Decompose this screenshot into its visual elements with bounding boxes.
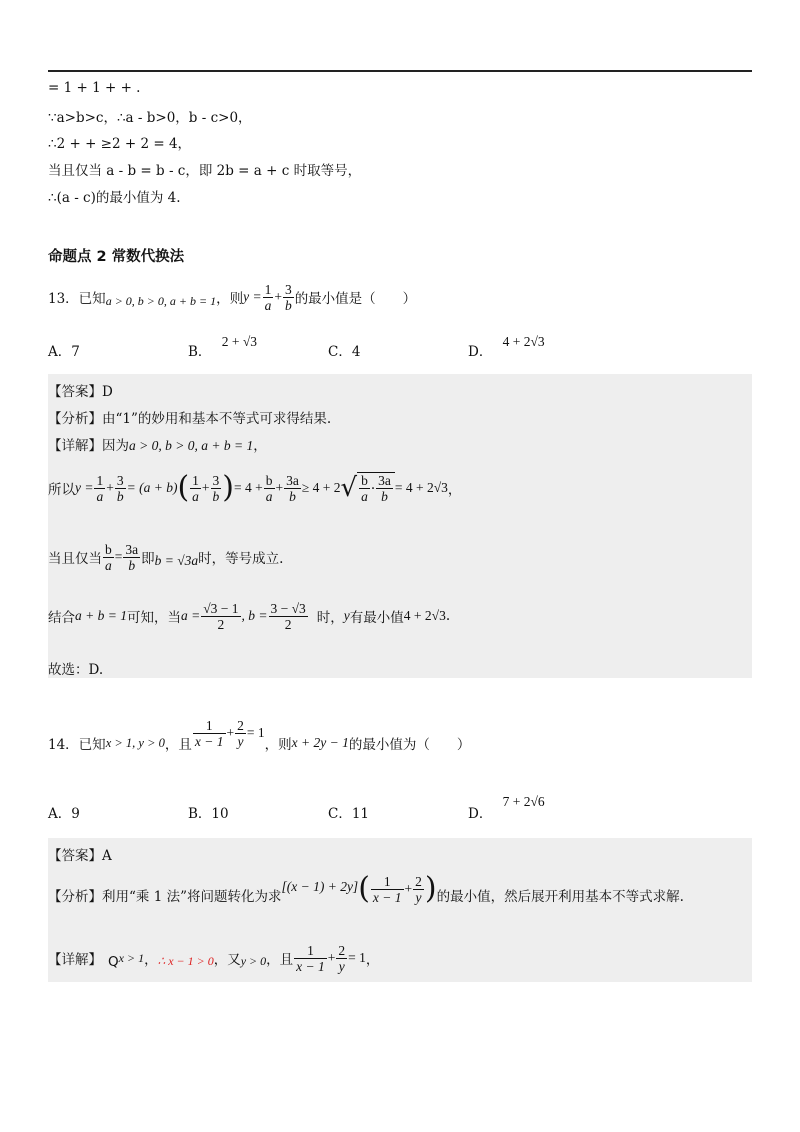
q14-frac-2-num: 2 (237, 717, 244, 733)
q13-eq-mid3: ≥ 4 + 2 (301, 480, 341, 495)
q13-eq-plus-c: + (275, 480, 284, 495)
q14-plus: + (226, 725, 235, 740)
q13-equality-frac-3ab-den: b (123, 557, 140, 573)
q14-analysis-frac-1 (371, 874, 404, 905)
q13-equality-eq: = (114, 549, 123, 564)
q13-combine-frac-b-den: 2 (269, 616, 308, 632)
q13-combine-line (48, 596, 450, 636)
q14-answer: 【答案】A (48, 848, 112, 864)
q14-analysis (48, 872, 684, 918)
q14-frac-2 (235, 718, 246, 749)
q13-then: ，则 (216, 291, 244, 307)
q14-answer-box (48, 838, 752, 982)
solution-line-2: ∵a>b>c，∴a - b>0，b - c>0， (48, 110, 252, 126)
solution-line-3: ∴2 + + ≥2 + 2 = 4， (48, 136, 192, 152)
q13-eq-frac-1a (94, 473, 105, 504)
q14-analysis-prefix: 【分析】利用“乘 1 法”将问题转化为求 (48, 889, 282, 905)
q13-eq-frac-3ab-den: b (284, 488, 301, 504)
q13-equality-frac-3ab (123, 542, 140, 573)
q14-analysis-plus: + (404, 881, 413, 896)
q14-detail-plus: + (327, 950, 336, 965)
q14-choice-b[interactable] (188, 802, 229, 822)
q13-eq-frac-3b-num: 3 (116, 472, 124, 488)
q14-comma1: ， (144, 952, 158, 968)
q14-choice-a[interactable] (48, 802, 80, 822)
q13-detail-prefix: 【详解】因为 (48, 438, 129, 454)
q13-frac-2-den: b (284, 297, 292, 313)
q13-frac-2 (283, 282, 294, 313)
q13-combine-frac-b (269, 601, 308, 632)
q14-frac-1 (193, 718, 226, 749)
solution-line-4: 当且仅当 a - b = b - c，即 2b = a + c 时取等号， (48, 163, 362, 179)
q14-analysis-rparen: ) (424, 871, 437, 906)
q14-frac-1-den: x − 1 (194, 733, 224, 749)
q13-combine-end: . (445, 608, 451, 624)
header-rule (48, 70, 752, 72)
question-14 (48, 718, 470, 768)
q13-plus: + (274, 289, 282, 304)
q13-main-equation (48, 464, 461, 512)
q14-eq: = 1 (246, 725, 265, 740)
q13-eq-frac-1a-2 (190, 473, 201, 504)
q14-detail-frac-2-num: 2 (338, 942, 346, 958)
q13-choice-c[interactable] (328, 340, 360, 360)
q14-expr: x + 2y − 1 (291, 735, 349, 750)
q13-eq-frac-3ab (284, 473, 301, 504)
q13-eq-frac-1a-2-num: 1 (192, 472, 199, 488)
q13-combine-value: 4 + 2√3 (403, 608, 446, 623)
question-13 (48, 277, 416, 317)
q13-combine-frac-b-num: 3 − √3 (270, 600, 306, 616)
q13-combine-frac-a (201, 601, 240, 632)
q14-analysis-expr: [(x − 1) + 2y] (281, 879, 359, 894)
q14-analysis-suffix: 的最小值，然后展开利用基本不等式求解. (436, 889, 684, 905)
q14-analysis-frac-2-num: 2 (415, 873, 422, 889)
q14-detail-label: 【详解】 (48, 952, 102, 968)
q13-eq-frac-3b (115, 473, 126, 504)
q13-eq-frac-3b-2-num: 3 (212, 472, 220, 488)
q13-combine-prefix: 结合 (48, 610, 75, 626)
q14-q-symbol: Q (108, 954, 119, 970)
q13-frac-2-num: 3 (284, 281, 292, 297)
q13-eq-frac-3ab-2-num: 3a (378, 473, 391, 488)
q13-equality-frac-ba-den: a (105, 557, 112, 573)
q13-eq-plus-a: + (106, 480, 114, 495)
q13-equality-frac-3ab-num: 3a (125, 541, 139, 557)
q14-detail-and: ，且 (266, 952, 294, 968)
q13-equality-mid: 即 (141, 551, 155, 567)
q13-frac-1-den: a (264, 297, 272, 313)
q14-frac-1-num: 1 (205, 717, 213, 733)
q14-x-gt-1: x > 1 (118, 950, 145, 965)
q13-eq-frac-3ab-2 (376, 473, 393, 504)
solution-line-5: ∴(a - c)的最小值为 4. (48, 190, 181, 206)
q13-equality-line (48, 537, 283, 577)
q13-choice-a[interactable] (48, 340, 80, 360)
q13-eq-lparen: ( (177, 470, 190, 505)
q14-choice-d[interactable] (468, 794, 545, 822)
q13-frac-1-num: 1 (264, 281, 272, 297)
q13-combine-frac-a-den: 2 (201, 616, 240, 632)
q13-combine-b: , b = (241, 608, 268, 623)
q14-analysis-frac-2 (413, 874, 424, 905)
q13-choice-d-expr: 4 + 2√3 (502, 334, 545, 349)
q13-number: 13．已知 (48, 291, 106, 307)
q13-answer-box (48, 374, 752, 678)
q13-eq-frac-3b-2 (211, 473, 222, 504)
q13-eq-frac-3ab-num: 3a (286, 472, 299, 488)
q13-eq-frac-ba-2 (359, 473, 370, 504)
q13-eq-frac-1a-2-den: a (192, 488, 199, 504)
solution-line-1: = 1 + 1 + + . (48, 80, 141, 96)
q13-answer: 【答案】D (48, 384, 113, 400)
q14-then: ，则 (264, 737, 292, 753)
q13-eq-radicand (357, 472, 395, 504)
q13-y-eq: y = (243, 289, 262, 304)
q13-eq-y: y = (75, 480, 94, 495)
q14-tail: 的最小值为（ ） (348, 737, 471, 753)
q13-eq-mid2: = 4 + (234, 480, 263, 495)
q14-choice-d-label: D． (468, 806, 493, 822)
q13-analysis: 【分析】由“1”的妙用和基本不等式可求得结果. (48, 411, 332, 427)
q13-combine-mid: 可知，当 (126, 610, 181, 626)
q13-combine-y: y (343, 608, 350, 623)
q13-eq-frac-ba-2-num: b (361, 473, 368, 488)
q13-eq-frac-ba-num: b (265, 472, 273, 488)
q13-eq-frac-ba-den: a (265, 488, 273, 504)
q14-detail-frac-1-den: x − 1 (296, 958, 325, 974)
q13-condition: a > 0, b > 0, a + b = 1 (105, 293, 217, 308)
q13-suoyi: 所以 (48, 482, 75, 498)
q13-combine-min: 有最小值 (349, 610, 404, 626)
q13-eq-dot: · (370, 480, 376, 497)
q13-choice-d-label: D． (468, 344, 493, 360)
q13-combine-frac-a-num: √3 − 1 (203, 600, 239, 616)
q14-choice-d-expr: 7 + 2√6 (502, 794, 545, 809)
q13-eq-end: = 4 + 2√3 (394, 480, 448, 495)
q14-detail-frac-1 (294, 943, 327, 974)
q13-eq-frac-ba-2-den: a (361, 489, 368, 504)
q14-number: 14．已知 (48, 737, 106, 753)
q13-tail: 的最小值是（ ） (294, 291, 417, 307)
q13-eq-frac-3ab-2-den: b (376, 488, 393, 504)
q13-equality-b: b = √3a (154, 553, 199, 568)
q13-eq-rparen: ) (222, 470, 235, 505)
q13-choice-b-expr: 2 + √3 (221, 334, 257, 349)
q14-therefore: ∴ x − 1 > 0 (157, 953, 214, 968)
q14-analysis-lparen: ( (358, 871, 370, 906)
q13-choice-a-label: A．7 (48, 344, 80, 360)
q13-equality-suffix: 时，等号成立. (198, 551, 284, 567)
q13-combine-when: 时， (316, 610, 344, 626)
q14-detail-end: ， (365, 952, 380, 968)
q13-equality-frac-ba (103, 542, 114, 573)
q13-choose: 故选：D. (48, 662, 104, 678)
q13-equality-frac-ba-num: b (105, 541, 112, 557)
q14-and: ，且 (164, 737, 192, 753)
q13-combine-a: a = (180, 608, 201, 623)
q13-choice-b[interactable] (188, 334, 257, 360)
q14-analysis-frac-2-den: y (413, 889, 424, 905)
q14-also: ，又 (213, 952, 241, 968)
q14-detail-frac-2-den: y (336, 958, 347, 974)
q13-detail-suffix: ， (253, 438, 267, 454)
q14-frac-2-den: y (235, 733, 246, 749)
q13-frac-1 (263, 282, 274, 313)
q14-choice-b-label: B．10 (188, 806, 229, 822)
q13-choice-c-label: C．4 (328, 344, 361, 360)
q13-eq-frac-ba (264, 473, 275, 504)
q13-detail-line (48, 434, 267, 454)
q14-detail-frac-2 (336, 943, 347, 974)
q13-choice-d[interactable] (468, 334, 545, 360)
q13-eq-plus-b: + (201, 480, 210, 495)
q14-detail-eq: = 1 (348, 950, 366, 965)
q13-eq-frac-3b-2-den: b (212, 488, 220, 504)
q14-detail-frac-1-num: 1 (307, 942, 314, 958)
q13-eq-frac-1a-num: 1 (96, 472, 104, 488)
q13-combine-cond: a + b = 1 (75, 608, 127, 623)
q13-choice-b-label: B． (188, 344, 212, 360)
q13-eq-comma: ， (447, 482, 462, 498)
q14-detail-line (48, 938, 379, 978)
q14-choice-a-label: A．9 (48, 806, 80, 822)
q14-y-gt-0: y > 0 (240, 953, 267, 968)
q13-eq-radical: √ (340, 473, 358, 503)
q13-eq-frac-3b-den: b (116, 488, 124, 504)
q14-choice-c-label: C．11 (328, 806, 370, 822)
q13-eq-frac-1a-den: a (96, 488, 104, 504)
q14-choice-c[interactable] (328, 802, 369, 822)
q13-eq-mid1: = (a + b) (126, 480, 178, 495)
q13-detail-cond: a > 0, b > 0, a + b = 1 (129, 438, 254, 453)
q13-equality-prefix: 当且仅当 (48, 551, 102, 567)
section-title: 命题点 2 常数代换法 (48, 249, 185, 265)
q14-analysis-frac-1-num: 1 (383, 873, 391, 889)
q14-condition: x > 1, y > 0 (105, 735, 165, 750)
q14-analysis-frac-1-den: x − 1 (372, 889, 402, 905)
